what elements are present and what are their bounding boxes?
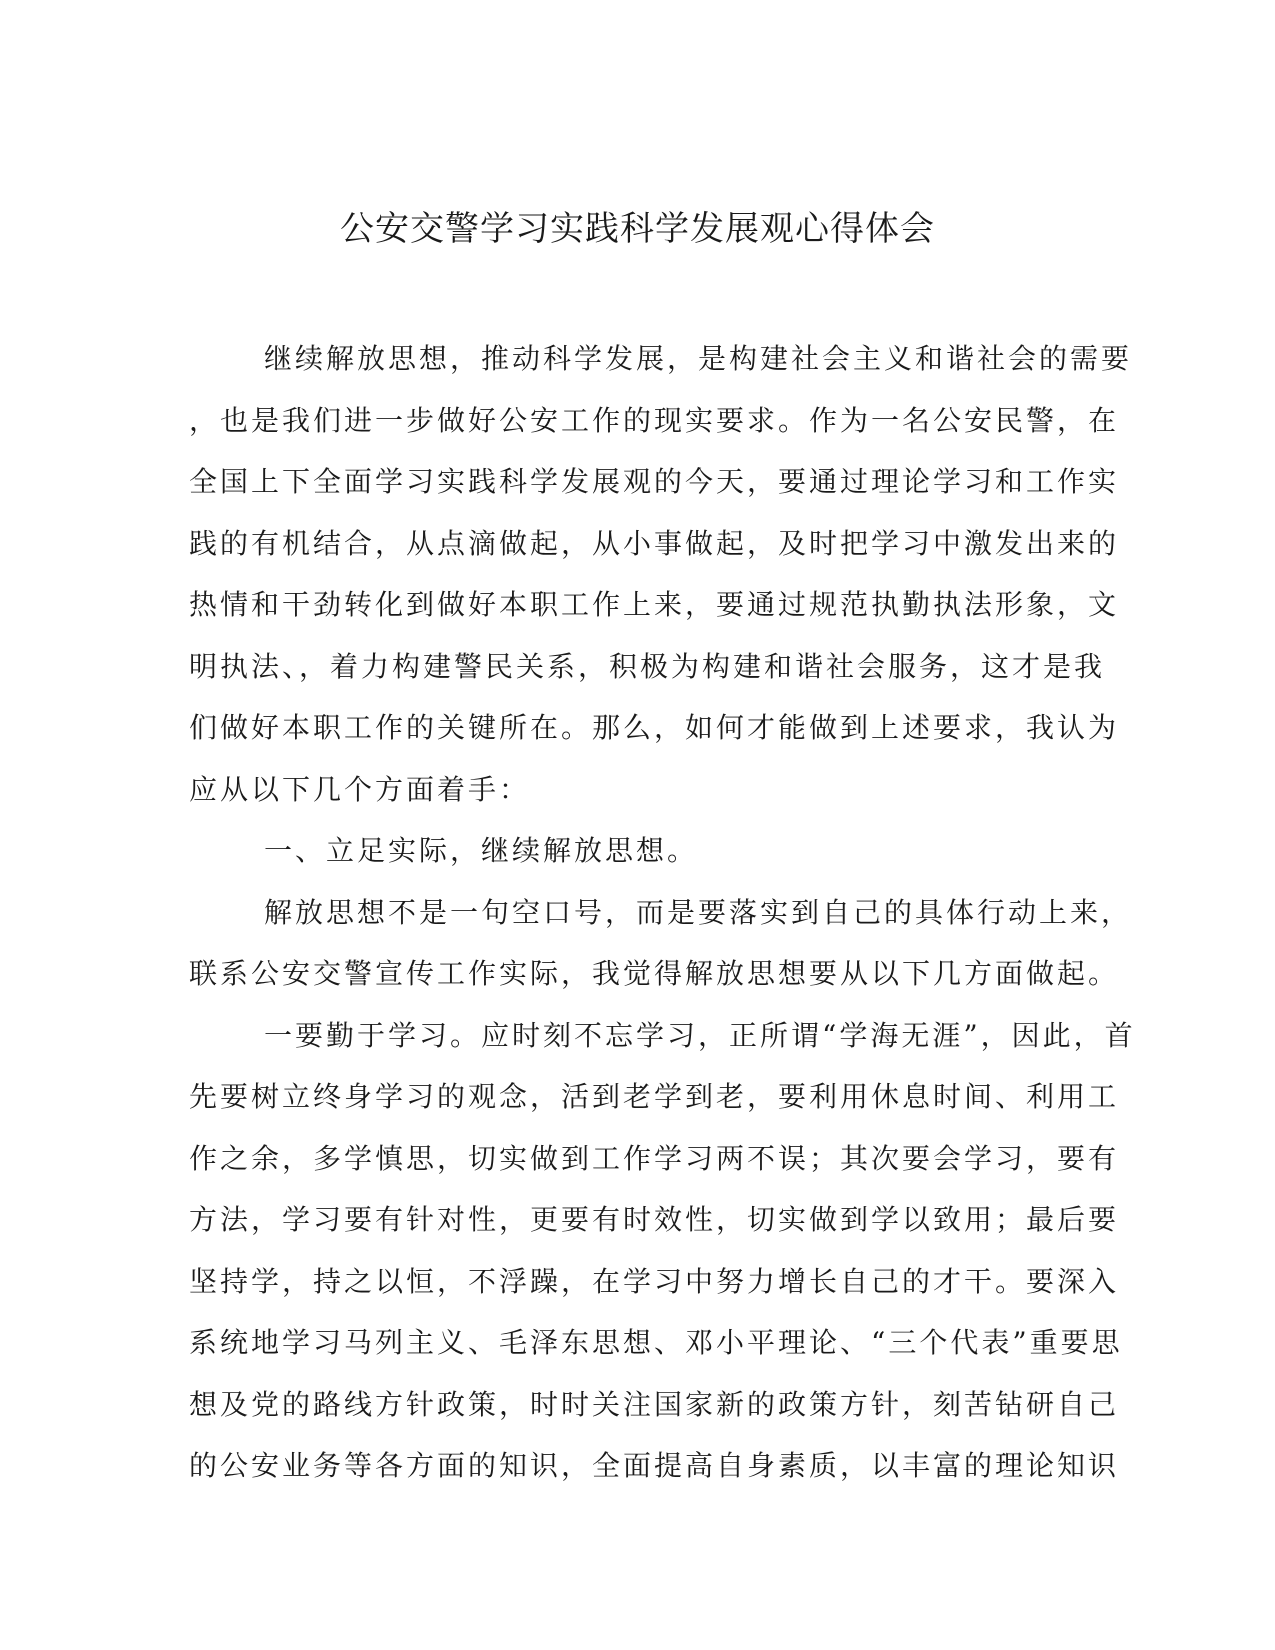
paragraph-line: 践的有机结合，从点滴做起，从小事做起，及时把学习中激发出来的 <box>189 526 1120 560</box>
paragraph-line: 解放思想不是一句空口号，而是要落实到自己的具体行动上来， <box>264 895 1133 929</box>
paragraph-line: 一要勤于学习。应时刻不忘学习，正所谓“学海无涯”，因此，首 <box>264 1018 1136 1052</box>
paragraph-line: 继续解放思想，推动科学发展，是构建社会主义和谐社会的需要 <box>264 342 1133 375</box>
paragraph-line: 明执法、，着力构建警民关系，积极为构建和谐社会服务，这才是我 <box>189 649 1106 683</box>
paragraph-line: 全国上下全面学习实践科学发展观的今天，要通过理论学习和工作实 <box>189 465 1120 498</box>
paragraph-line: 联系公安交警宣传工作实际，我觉得解放思想要从以下几方面做起。 <box>189 957 1120 990</box>
paragraph-line: 坚持学，持之以恒，不浮躁，在学习中努力增长自己的才干。要深入 <box>189 1264 1120 1298</box>
paragraph-line: 方法，学习要有针对性，更要有时效性，切实做到学以致用；最后要 <box>189 1203 1120 1236</box>
paragraph-line: 们做好本职工作的关键所在。那么，如何才能做到上述要求，我认为 <box>189 711 1120 744</box>
paragraph-line: 应从以下几个方面着手： <box>189 772 531 806</box>
document-title: 公安交警学习实践科学发展观心得体会 <box>340 209 935 249</box>
paragraph-line: 想及党的路线方针政策，时时关注国家新的政策方针，刻苦钻研自己 <box>189 1387 1120 1421</box>
paragraph-line: 作之余，多学慎思，切实做到工作学习两不误；其次要会学习，要有 <box>189 1141 1120 1175</box>
document-body <box>189 328 1136 1497</box>
section-heading: 一、立足实际，继续解放思想。 <box>264 834 699 867</box>
paragraph-line: 的公安业务等各方面的知识，全面提高自身素质，以丰富的理论知识 <box>189 1449 1120 1482</box>
paragraph-line: 热情和干劲转化到做好本职工作上来，要通过规范执勤执法形象，文 <box>189 588 1120 621</box>
paragraph-line: ，也是我们进一步做好公安工作的现实要求。作为一名公安民警，在 <box>189 403 1120 437</box>
paragraph-line: 系统地学习马列主义、毛泽东思想、邓小平理论、“三个代表”重要思 <box>189 1326 1123 1359</box>
paragraph-line: 先要树立终身学习的观念，活到老学到老，要利用休息时间、利用工 <box>189 1080 1120 1113</box>
